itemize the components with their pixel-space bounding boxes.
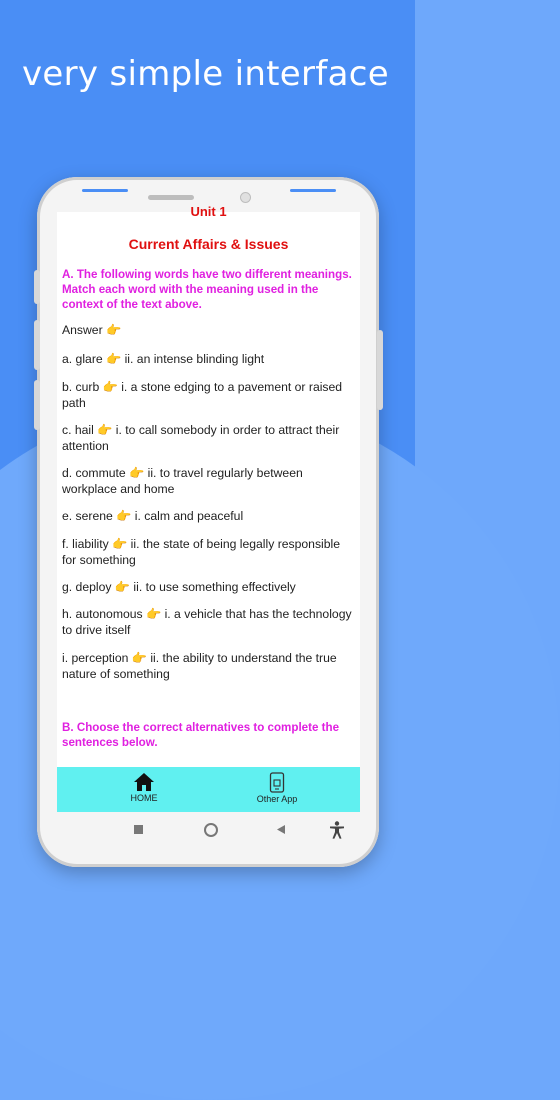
phone-speaker [148,195,194,200]
headline: very simple interface [22,54,389,94]
list-item: g. deploy 👉 ii. to use something effectively [62,580,296,594]
status-stripe [290,189,336,192]
circle-home-icon[interactable] [204,823,218,837]
bottom-navigation [57,767,360,812]
list-item: d. commute 👉 ii. to travel regularly between workplace and home [62,466,303,496]
nav-other-app-button[interactable] [240,767,314,812]
system-navigation-bar [57,812,360,848]
page-title: Current Affairs & Issues [128,236,289,252]
stop-icon[interactable] [134,825,143,834]
unit-title: Unit 1 [190,204,227,219]
nav-home-label: HOME [130,793,158,803]
home-icon [133,772,155,792]
phone-camera [240,192,251,203]
answer-label: Answer 👉 [62,323,122,337]
back-icon[interactable] [276,824,286,835]
nav-home-button[interactable] [107,767,181,812]
instruction-a: A. The following words have two different meanings. Match each word with the meaning used in the context of the text above. [62,268,352,311]
phone-power-button [377,330,383,410]
phone-side-button [34,380,40,430]
accessibility-icon[interactable] [329,821,345,839]
list-item: i. perception 👉 ii. the ability to understand the true nature of something [62,651,337,681]
other-app-icon [269,772,285,793]
phone-side-button [34,270,40,304]
app-screen[interactable] [57,204,360,812]
list-item: e. serene 👉 i. calm and peaceful [62,509,244,523]
list-item: c. hail 👉 i. to call somebody in order to attract their attention [62,423,340,453]
nav-other-label: Other App [256,794,298,804]
list-item: a. glare 👉 ii. an intense blinding light [62,352,265,366]
status-stripe [82,189,128,192]
instruction-b: B. Choose the correct alternatives to complete the sentences below. [62,721,340,749]
list-item: h. autonomous 👉 i. a vehicle that has the technology to drive itself [62,607,352,637]
list-item: b. curb 👉 i. a stone edging to a pavement or raised path [62,380,343,410]
phone-side-button [34,320,40,370]
list-item: f. liability 👉 ii. the state of being legally responsible for something [62,537,341,567]
